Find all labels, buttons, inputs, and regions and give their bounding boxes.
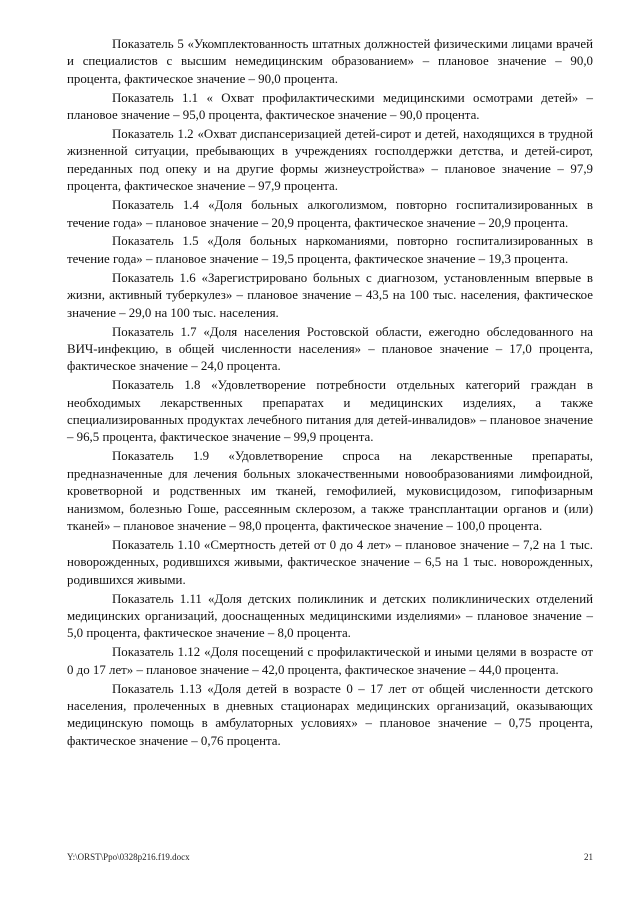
paragraph-indicator-1-8: Показатель 1.8 «Удовлетворение потребности отдельных категорий граждан в необходимых лекарственных препаратах и медицинских изделиях, а также специализированных продуктах лечебного питания для детей-инвалидов» – плановое значение – 96,5 процента, фактическое значение – 99,9 процента. [67, 378, 593, 445]
paragraph-indicator-1-1: Показатель 1.1 « Охват профилактическими медицинскими осмотрами детей» – плановое значение – 95,0 процента, фактическое значение – 90,0 процента. [67, 90, 593, 123]
paragraph-indicator-1-5: Показатель 1.5 «Доля больных наркоманиями, повторно госпитализированных в течение года» – плановое значение – 19,5 процента, фактическое значение – 19,3 процента. [67, 234, 593, 266]
document-page [67, 36, 593, 752]
paragraph-indicator-1-7: Показатель 1.7 «Доля населения Ростовской области, ежегодно обследованного на ВИЧ-инфекцию, в общей численности населения» – плановое значение – 17,0 процента, фактическое значение – 24,0 процента. [67, 324, 593, 374]
paragraph-indicator-1-12: Показатель 1.12 «Доля посещений с профилактической и иными целями в возрасте от 0 до 17 лет» – плановое значение – 42,0 процента, фактическое значение – 44,0 процента. [67, 645, 593, 677]
footer-page-number: 21 [584, 852, 593, 862]
paragraph-indicator-1-11: Показатель 1.11 «Доля детских поликлиник и детских поликлинических отделений медицинских организаций, дооснащенных медицинскими изделиями» – плановое значение – 5,0 процента, фактическое значение – 8,0 процента. [67, 591, 593, 641]
paragraph-indicator-1-13: Показатель 1.13 «Доля детей в возрасте 0 – 17 лет от общей численности детского населения, пролеченных в дневных стационарах медицинских организаций, оказывающих медицинскую помощь в амбулаторных условиях» – плановое значение – 0,75 процента, фактическое значение – 0,76 процента. [67, 681, 593, 748]
paragraph-indicator-1-9: Показатель 1.9 «Удовлетворение спроса на лекарственные препараты, предназначенные для лечения больных злокачественными новообразованиями лимфоидной, кроветворной и родственных им тканей, гемофилией, муковисцидозом, гипофизарным нанизмом, болезнью Гоше, рассеянным склерозом, а также трансплантации органов и (или) тканей» – плановое значение – 98,0 процента, фактическое значение – 100,0 процента. [67, 449, 593, 533]
paragraph-indicator-1-2: Показатель 1.2 «Охват диспансеризацией детей-сирот и детей, находящихся в трудной жизненной ситуации, пребывающих в учреждениях госполдержки детства, и детей-сирот, переданных под опеку и на другие формы жизнеустройства» – плановое значение – 97,9 процента, фактическое значение – 97,9 процента. [67, 127, 593, 194]
footer-file-path: Y:\ORST\Ppo\0328p216.f19.docx [67, 852, 190, 862]
paragraph-indicator-1-6: Показатель 1.6 «Зарегистрировано больных с диагнозом, установленным впервые в жизни, активный туберкулез» – плановое значение – 43,5 на 100 тыс. населения, фактическое значение – 29,0 на 100 тыс. населения. [67, 270, 593, 320]
paragraph-indicator-1-4: Показатель 1.4 «Доля больных алкоголизмом, повторно госпитализированных в течение года» – плановое значение – 20,9 процента, фактическое значение – 20,9 процента. [67, 198, 593, 230]
paragraph-indicator-1-10: Показатель 1.10 «Смертность детей от 0 до 4 лет» – плановое значение – 7,2 на 1 тыс. новорожденных, родившихся живыми, фактическое значение – 6,5 на 1 тыс. новорожденных, родившихся живыми. [67, 537, 593, 587]
page-footer [67, 852, 593, 868]
paragraph-indicator-5: Показатель 5 «Укомплектованность штатных должностей физическими лицами врачей и специалистов с высшим немедицинским образованием» – плановое значение – 90,0 процента, фактическое значение – 90,0 процента. [67, 37, 593, 86]
